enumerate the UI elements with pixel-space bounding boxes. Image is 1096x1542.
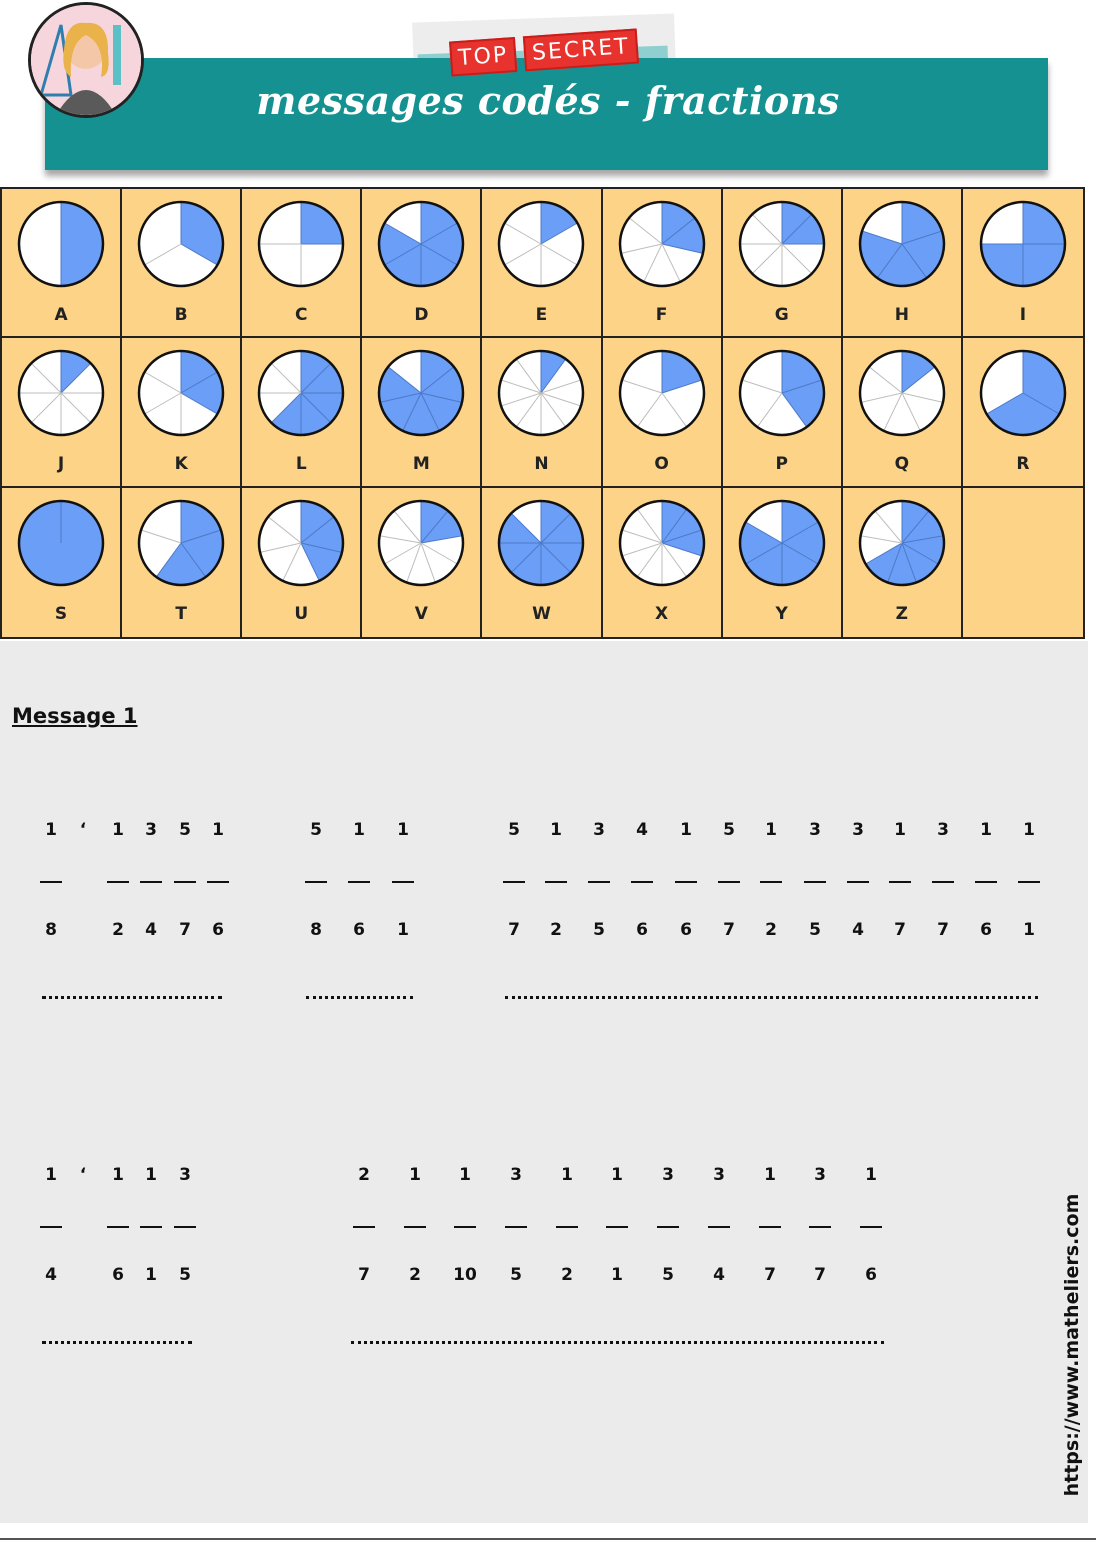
denominator: 1 (1023, 920, 1035, 940)
numerator: ‘ (79, 1165, 87, 1185)
cipher-cell-v (362, 488, 482, 637)
numerator: ‘ (79, 820, 87, 840)
denominator: 6 (212, 920, 224, 940)
denominator: 1 (145, 1265, 157, 1285)
fraction-pie-q (857, 348, 947, 438)
cipher-letter: O (654, 454, 669, 475)
bottom-rule (0, 1538, 1096, 1540)
numerator: 3 (713, 1165, 725, 1185)
cipher-letter: T (175, 603, 187, 624)
fraction-bar (348, 881, 370, 883)
denominator: 7 (358, 1265, 370, 1285)
denominator: 2 (112, 920, 124, 940)
fraction-bar (174, 1226, 196, 1228)
cipher-cell-b (122, 189, 242, 338)
cipher-letter: E (535, 305, 548, 325)
denominator: 6 (680, 920, 692, 940)
page-title: messages codés - fractions (256, 78, 840, 123)
numerator: 3 (145, 820, 157, 840)
cipher-cell-u (242, 488, 362, 637)
denominator: 7 (508, 920, 520, 940)
numerator: 1 (611, 1165, 623, 1185)
denominator: 8 (45, 920, 57, 940)
fraction-bar (140, 881, 162, 883)
numerator: 3 (814, 1165, 826, 1185)
fraction-pie-t (136, 498, 226, 588)
fraction-bar (675, 881, 697, 883)
cipher-letter: D (414, 305, 429, 325)
cipher-letter: F (655, 305, 668, 325)
numerator: 3 (510, 1165, 522, 1185)
message-title: Message 1 (12, 704, 138, 728)
numerator: 1 (865, 1165, 877, 1185)
cipher-grid (0, 187, 1085, 639)
cipher-cell-e (482, 189, 602, 338)
denominator: 4 (145, 920, 157, 940)
numerator: 5 (310, 820, 322, 840)
cipher-letter: N (534, 454, 549, 475)
numerator: 1 (459, 1165, 471, 1185)
denominator: 1 (397, 920, 409, 940)
stamp-word-2: SECRET (523, 28, 639, 71)
answer-blank[interactable] (351, 1337, 884, 1344)
denominator: 5 (593, 920, 605, 940)
teacher-avatar-icon (28, 2, 144, 118)
fraction-bar (1018, 881, 1040, 883)
numerator: 1 (45, 820, 57, 840)
cipher-cell-d (362, 189, 482, 338)
fraction-pie-y (737, 498, 827, 588)
cipher-letter: U (294, 603, 309, 624)
numerator: 5 (179, 820, 191, 840)
fraction-pie-z (857, 498, 947, 588)
fraction-pie-b (136, 199, 226, 289)
fraction-bar (40, 881, 62, 883)
fraction-bar (107, 1226, 129, 1228)
fraction-pie-p (737, 348, 827, 438)
fraction-pie-d (376, 199, 466, 289)
cipher-letter: J (57, 454, 65, 475)
cipher-cell-z (843, 488, 963, 637)
cipher-cell-l (242, 338, 362, 487)
fraction-pie-f (617, 199, 707, 289)
denominator: 6 (353, 920, 365, 940)
fraction-pie-j (16, 348, 106, 438)
numerator: 1 (980, 820, 992, 840)
cipher-cell-k (122, 338, 242, 487)
numerator: 1 (409, 1165, 421, 1185)
numerator: 5 (723, 820, 735, 840)
numerator: 1 (212, 820, 224, 840)
fraction-pie-s (16, 498, 106, 588)
numerator: 1 (1023, 820, 1035, 840)
fraction-bar (404, 1226, 426, 1228)
fraction-pie-l (256, 348, 346, 438)
fraction-bar (708, 1226, 730, 1228)
denominator: 2 (765, 920, 777, 940)
fraction-bar (809, 1226, 831, 1228)
cipher-letter: H (894, 305, 909, 325)
fraction-pie-c (256, 199, 346, 289)
cipher-letter: A (54, 305, 68, 325)
numerator: 1 (764, 1165, 776, 1185)
denominator: 7 (179, 920, 191, 940)
fraction-bar (889, 881, 911, 883)
cipher-cell-w (482, 488, 602, 637)
fraction-bar (353, 1226, 375, 1228)
numerator: 1 (550, 820, 562, 840)
numerator: 3 (662, 1165, 674, 1185)
fraction-bar (932, 881, 954, 883)
cipher-cell-x (603, 488, 723, 637)
denominator: 2 (561, 1265, 573, 1285)
fraction-pie-h (857, 199, 947, 289)
fraction-bar (40, 1226, 62, 1228)
fraction-pie-v (376, 498, 466, 588)
numerator: 3 (809, 820, 821, 840)
fraction-bar (804, 881, 826, 883)
numerator: 1 (112, 1165, 124, 1185)
cipher-cell-g (723, 189, 843, 338)
fraction-bar (606, 1226, 628, 1228)
fraction-bar (588, 881, 610, 883)
denominator: 4 (852, 920, 864, 940)
cipher-cell-j (2, 338, 122, 487)
cipher-letter: C (295, 305, 308, 325)
fraction-pie-n (496, 348, 586, 438)
fraction-pie-a (16, 199, 106, 289)
numerator: 1 (45, 1165, 57, 1185)
cipher-cell-n (482, 338, 602, 487)
numerator: 5 (508, 820, 520, 840)
numerator: 1 (397, 820, 409, 840)
fraction-bar (107, 881, 129, 883)
fraction-bar (847, 881, 869, 883)
cipher-cell-a (2, 189, 122, 338)
cipher-cell-i (963, 189, 1083, 338)
fraction-pie-m (376, 348, 466, 438)
numerator: 3 (179, 1165, 191, 1185)
denominator: 6 (112, 1265, 124, 1285)
fraction-bar (759, 1226, 781, 1228)
denominator: 4 (713, 1265, 725, 1285)
numerator: 4 (636, 820, 648, 840)
fraction-pie-o (617, 348, 707, 438)
cipher-cell-f (603, 189, 723, 338)
fraction-pie-g (737, 199, 827, 289)
fraction-bar (657, 1226, 679, 1228)
denominator: 7 (937, 920, 949, 940)
empty-cell (963, 488, 1083, 637)
fraction-pie-k (136, 348, 226, 438)
cipher-cell-r (963, 338, 1083, 487)
fraction-bar (760, 881, 782, 883)
denominator: 7 (894, 920, 906, 940)
stamp-word-1: TOP (449, 36, 517, 76)
answer-blank[interactable] (42, 992, 222, 999)
numerator: 1 (112, 820, 124, 840)
fraction-pie-i (978, 199, 1068, 289)
cipher-letter: L (295, 454, 307, 475)
denominator: 8 (310, 920, 322, 940)
answer-blank[interactable] (306, 992, 413, 999)
answer-blank[interactable] (505, 992, 1038, 999)
fraction-pie-u (256, 498, 346, 588)
denominator: 7 (723, 920, 735, 940)
denominator: 5 (809, 920, 821, 940)
numerator: 1 (894, 820, 906, 840)
denominator: 7 (764, 1265, 776, 1285)
numerator: 3 (937, 820, 949, 840)
fraction-bar (392, 881, 414, 883)
numerator: 1 (353, 820, 365, 840)
numerator: 1 (145, 1165, 157, 1185)
cipher-letter: Y (775, 603, 788, 624)
denominator: 2 (550, 920, 562, 940)
fraction-bar (503, 881, 525, 883)
fraction-bar (454, 1226, 476, 1228)
cipher-cell-o (603, 338, 723, 487)
fraction-bar (860, 1226, 882, 1228)
fraction-bar (718, 881, 740, 883)
cipher-cell-c (242, 189, 362, 338)
answer-blank[interactable] (42, 1337, 192, 1344)
cipher-cell-s (2, 488, 122, 637)
numerator: 3 (852, 820, 864, 840)
denominator: 7 (814, 1265, 826, 1285)
cipher-cell-q (843, 338, 963, 487)
denominator: 5 (510, 1265, 522, 1285)
fraction-bar (207, 881, 229, 883)
fraction-bar (505, 1226, 527, 1228)
numerator: 3 (593, 820, 605, 840)
message-area (0, 641, 1088, 1523)
cipher-letter: M (412, 454, 430, 475)
cipher-cell-m (362, 338, 482, 487)
denominator: 10 (453, 1265, 477, 1285)
numerator: 2 (358, 1165, 370, 1185)
cipher-letter: K (174, 454, 188, 475)
numerator: 1 (561, 1165, 573, 1185)
denominator: 4 (45, 1265, 57, 1285)
cipher-letter: Z (895, 603, 908, 624)
cipher-cell-p (723, 338, 843, 487)
numerator: 1 (765, 820, 777, 840)
cipher-cell-h (843, 189, 963, 338)
fraction-bar (631, 881, 653, 883)
fraction-bar (975, 881, 997, 883)
fraction-pie-w (496, 498, 586, 588)
cipher-letter: S (54, 603, 68, 624)
fraction-bar (545, 881, 567, 883)
cipher-cell-y (723, 488, 843, 637)
denominator: 5 (179, 1265, 191, 1285)
denominator: 6 (636, 920, 648, 940)
denominator: 2 (409, 1265, 421, 1285)
denominator: 6 (980, 920, 992, 940)
cipher-letter: P (775, 454, 788, 475)
fraction-bar (140, 1226, 162, 1228)
cipher-letter: V (414, 603, 428, 624)
numerator: 1 (680, 820, 692, 840)
fraction-bar (305, 881, 327, 883)
denominator: 1 (611, 1265, 623, 1285)
cipher-letter: W (532, 603, 551, 624)
fraction-bar (174, 881, 196, 883)
fraction-bar (556, 1226, 578, 1228)
cipher-letter: I (1019, 305, 1027, 325)
fraction-pie-r (978, 348, 1068, 438)
website-url: https://www.matheliers.com (1061, 1193, 1083, 1497)
cipher-letter: R (1016, 454, 1030, 475)
cipher-letter: G (774, 305, 789, 325)
fraction-pie-e (496, 199, 586, 289)
cipher-letter: Q (894, 454, 910, 475)
fraction-pie-x (617, 498, 707, 588)
cipher-letter: B (174, 305, 188, 325)
denominator: 6 (865, 1265, 877, 1285)
cipher-cell-t (122, 488, 242, 637)
cipher-letter: X (655, 603, 669, 624)
filled-sector (61, 202, 103, 286)
denominator: 5 (662, 1265, 674, 1285)
